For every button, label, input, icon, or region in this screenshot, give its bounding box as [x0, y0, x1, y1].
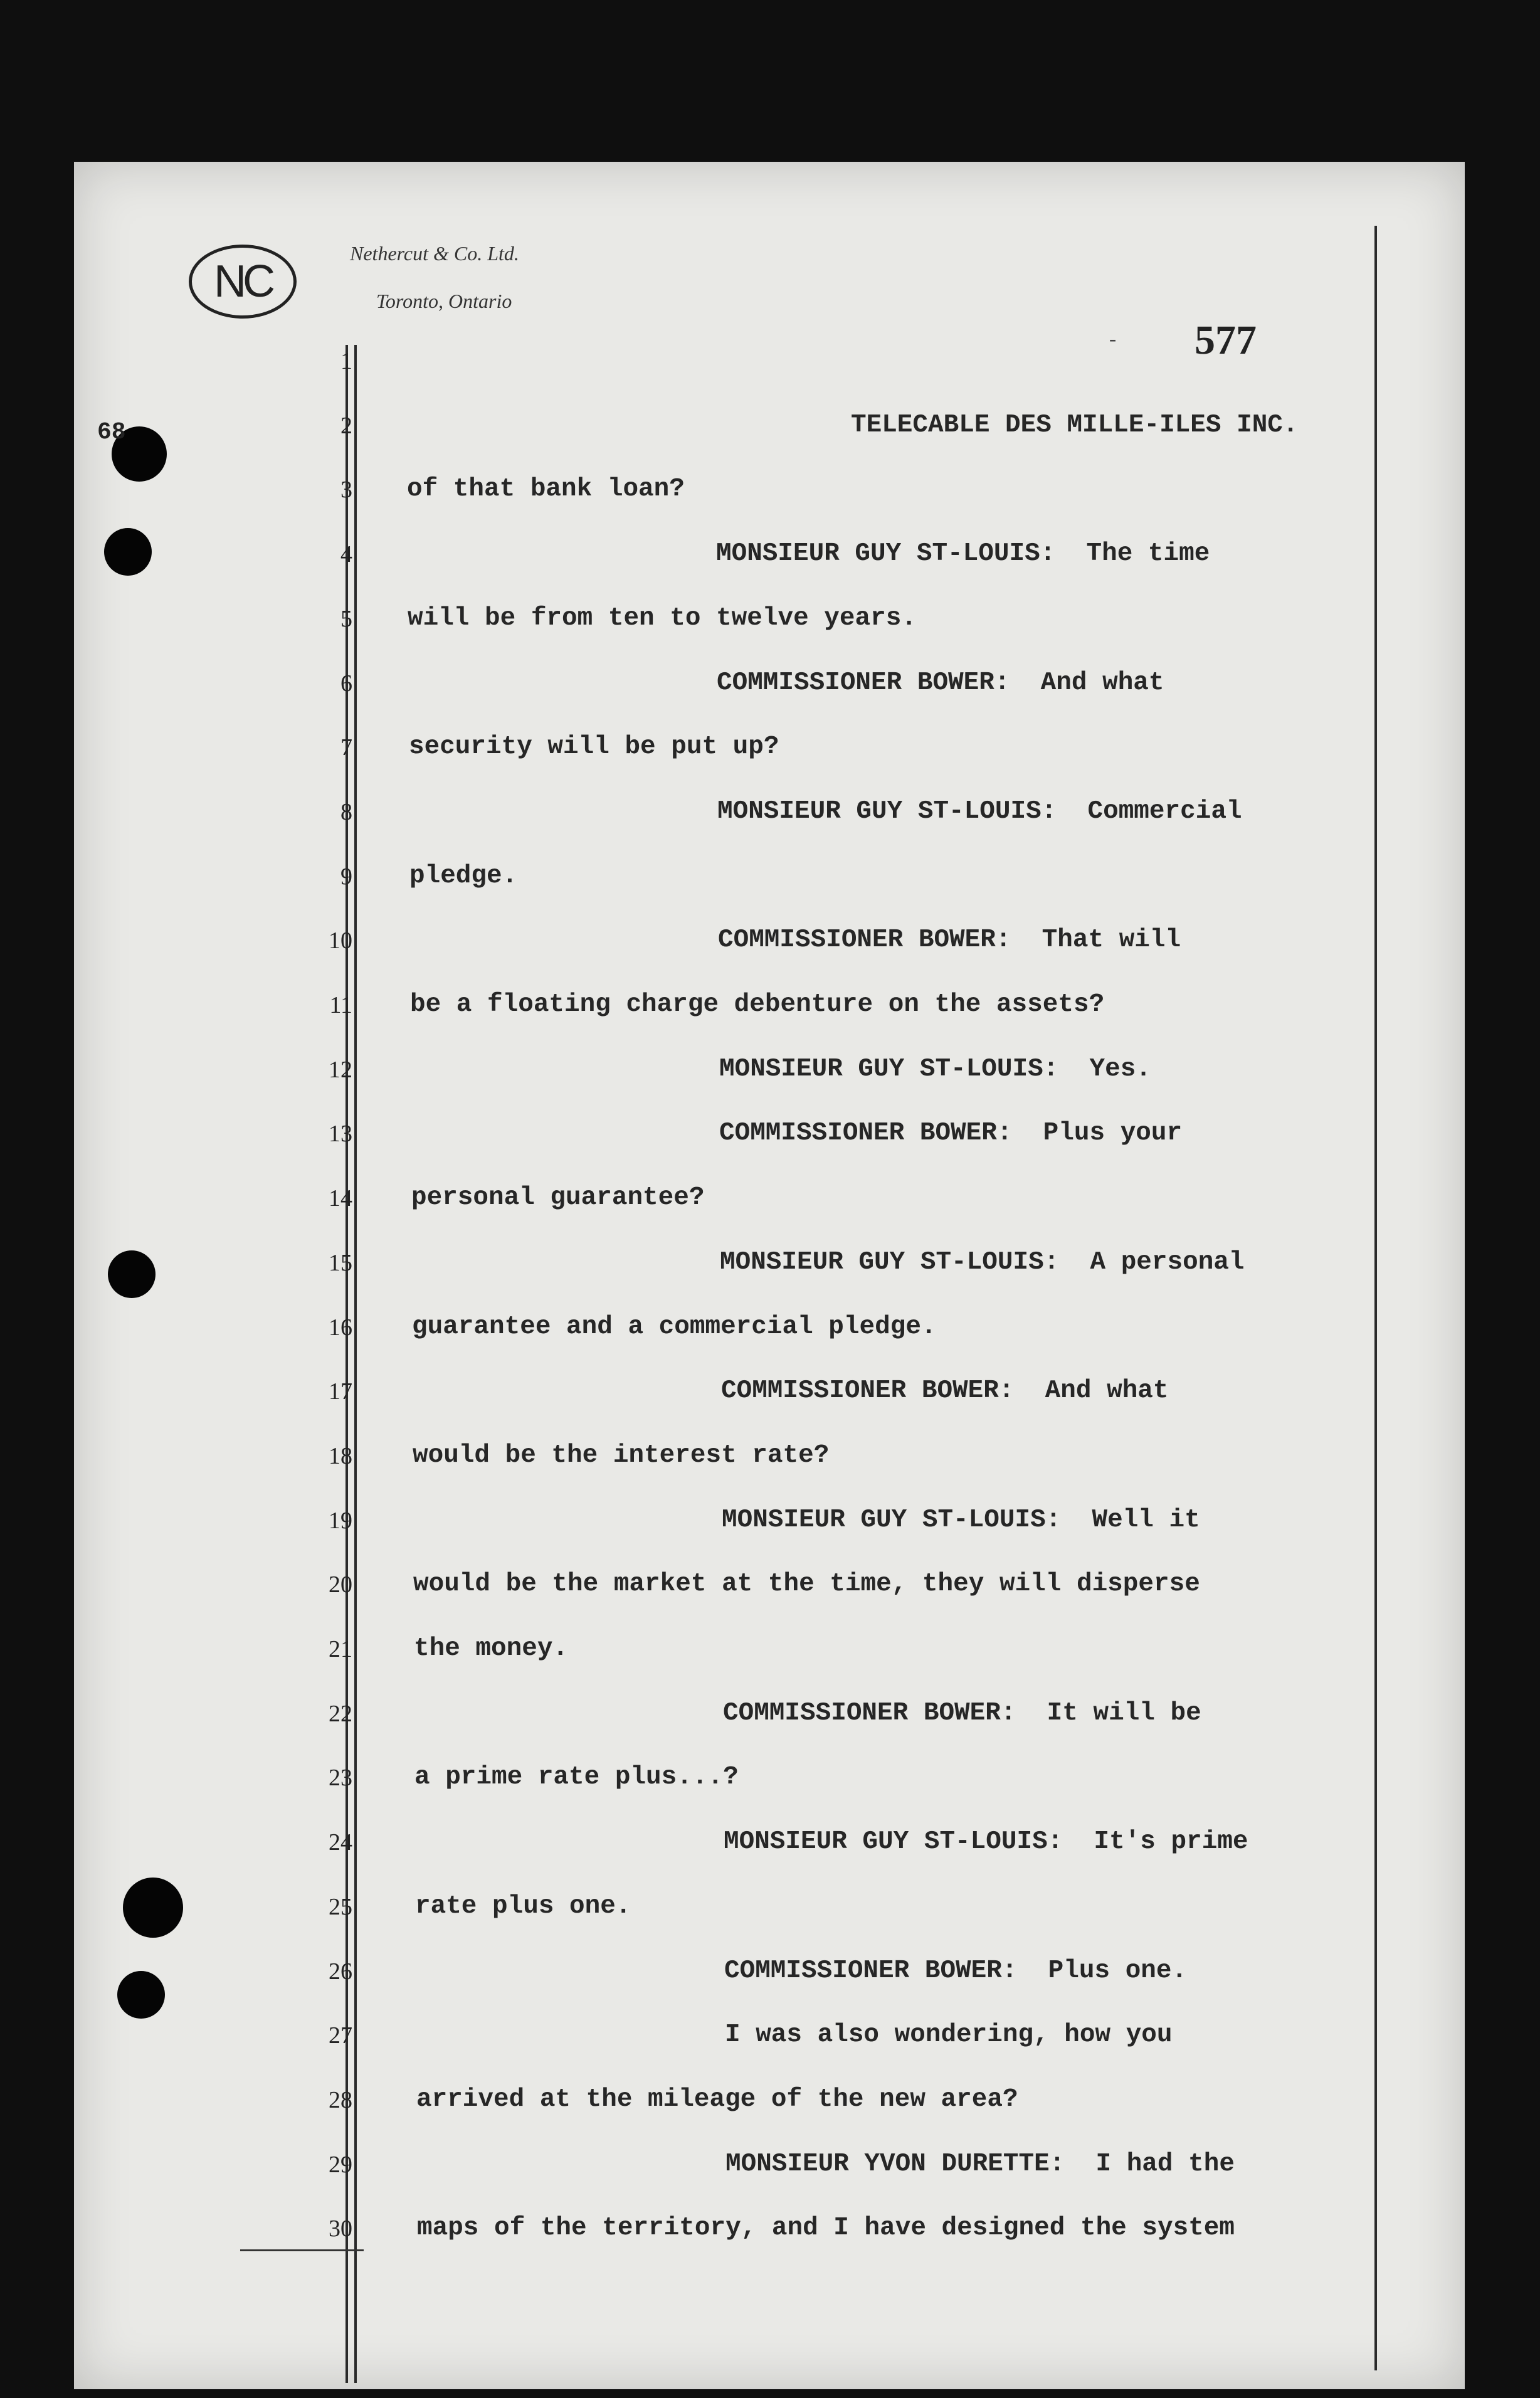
transcript-line: would be the interest rate?: [413, 1441, 830, 1470]
line-number: 16: [329, 1314, 352, 1341]
line-number: 10: [329, 927, 352, 954]
speaker-line: MONSIEUR YVON DURETTE: I had the: [725, 2150, 1235, 2179]
line-number: 15: [329, 1250, 352, 1276]
page-number: 577: [1195, 317, 1257, 363]
binder-hole: [123, 1878, 183, 1938]
transcript-line: rate plus one.: [415, 1892, 631, 1921]
speaker-line: MONSIEUR GUY ST-LOUIS: Well it: [722, 1506, 1200, 1534]
line-number: 28: [329, 2087, 352, 2113]
line-number: 27: [329, 2022, 352, 2049]
speaker-line: COMMISSIONER BOWER: That will: [718, 926, 1181, 954]
line-number: 30: [329, 2216, 352, 2242]
transcript-line: of that bank loan?: [407, 475, 685, 504]
line-number: 14: [329, 1185, 352, 1212]
line-number: 19: [329, 1508, 352, 1534]
speaker-line: COMMISSIONER BOWER: It will be: [723, 1699, 1201, 1728]
transcript-line: guarantee and a commercial pledge.: [412, 1313, 937, 1341]
line-number: 4: [340, 541, 352, 568]
line-number: 8: [340, 799, 352, 825]
line-number: 26: [329, 1958, 352, 1985]
transcript-line: security will be put up?: [409, 732, 779, 761]
firm-name: Nethercut & Co. Ltd.: [350, 242, 519, 265]
line-number: 2: [340, 413, 352, 439]
speaker-line: COMMISSIONER BOWER: And what: [717, 668, 1164, 697]
line-number: 22: [329, 1701, 352, 1727]
dash-mark: -: [1107, 329, 1119, 352]
line-number: 11: [329, 992, 352, 1018]
line-number: 18: [329, 1443, 352, 1469]
case-heading: TELECABLE DES MILLE-ILES INC.: [851, 411, 1299, 440]
speaker-line: MONSIEUR GUY ST-LOUIS: Commercial: [717, 797, 1242, 826]
firm-location: Toronto, Ontario: [376, 290, 512, 312]
speaker-line: MONSIEUR GUY ST-LOUIS: Yes.: [719, 1055, 1151, 1084]
firm-logo: NC: [189, 245, 297, 319]
line-number: 24: [329, 1829, 352, 1856]
line-number: 23: [329, 1765, 352, 1791]
speaker-line: MONSIEUR GUY ST-LOUIS: It's prime: [724, 1827, 1248, 1856]
line-number: 20: [329, 1571, 352, 1598]
line-number: 1: [340, 348, 352, 374]
left-margin-rule: [354, 345, 357, 2383]
binder-hole: [104, 528, 152, 576]
right-margin-rule: [1374, 226, 1377, 2370]
transcript-line: the money.: [414, 1634, 569, 1663]
speaker-line: COMMISSIONER BOWER: Plus your: [719, 1119, 1183, 1148]
transcript-line: pledge.: [409, 862, 518, 890]
line-number: 5: [340, 606, 352, 632]
transcript-line: maps of the territory, and I have designed the system: [417, 2214, 1235, 2242]
line-number: 6: [340, 670, 352, 697]
binder-hole: [117, 1971, 165, 2019]
line-number: 13: [329, 1121, 352, 1147]
line-number: 9: [340, 864, 352, 890]
transcript-line: be a floating charge debenture on the assets?: [410, 990, 1105, 1019]
left-margin-rule: [345, 345, 348, 2383]
speaker-line: COMMISSIONER BOWER: Plus one.: [724, 1957, 1188, 1985]
line-number: 7: [340, 734, 352, 761]
binder-hole: [108, 1250, 156, 1298]
transcript-line: arrived at the mileage of the new area?: [416, 2085, 1018, 2114]
line-30-rule: [240, 2249, 364, 2251]
transcript-line: a prime rate plus...?: [414, 1763, 739, 1792]
line-number: 29: [329, 2152, 352, 2178]
transcript-line: would be the market at the time, they will disperse: [413, 1570, 1200, 1598]
transcript-line: personal guarantee?: [411, 1183, 705, 1212]
speaker-line: I was also wondering, how you: [725, 2020, 1173, 2049]
line-number: 12: [329, 1057, 352, 1083]
transcript-line: will be from ten to twelve years.: [408, 604, 917, 633]
line-number: 17: [329, 1378, 352, 1405]
speaker-line: MONSIEUR GUY ST-LOUIS: A personal: [720, 1248, 1245, 1277]
speaker-line: MONSIEUR GUY ST-LOUIS: The time: [716, 539, 1210, 568]
line-number: 21: [329, 1636, 352, 1662]
speaker-line: COMMISSIONER BOWER: And what: [721, 1376, 1169, 1405]
line-number: 3: [340, 477, 352, 503]
line-number: 25: [329, 1894, 352, 1920]
margin-mark: 68: [97, 419, 126, 446]
